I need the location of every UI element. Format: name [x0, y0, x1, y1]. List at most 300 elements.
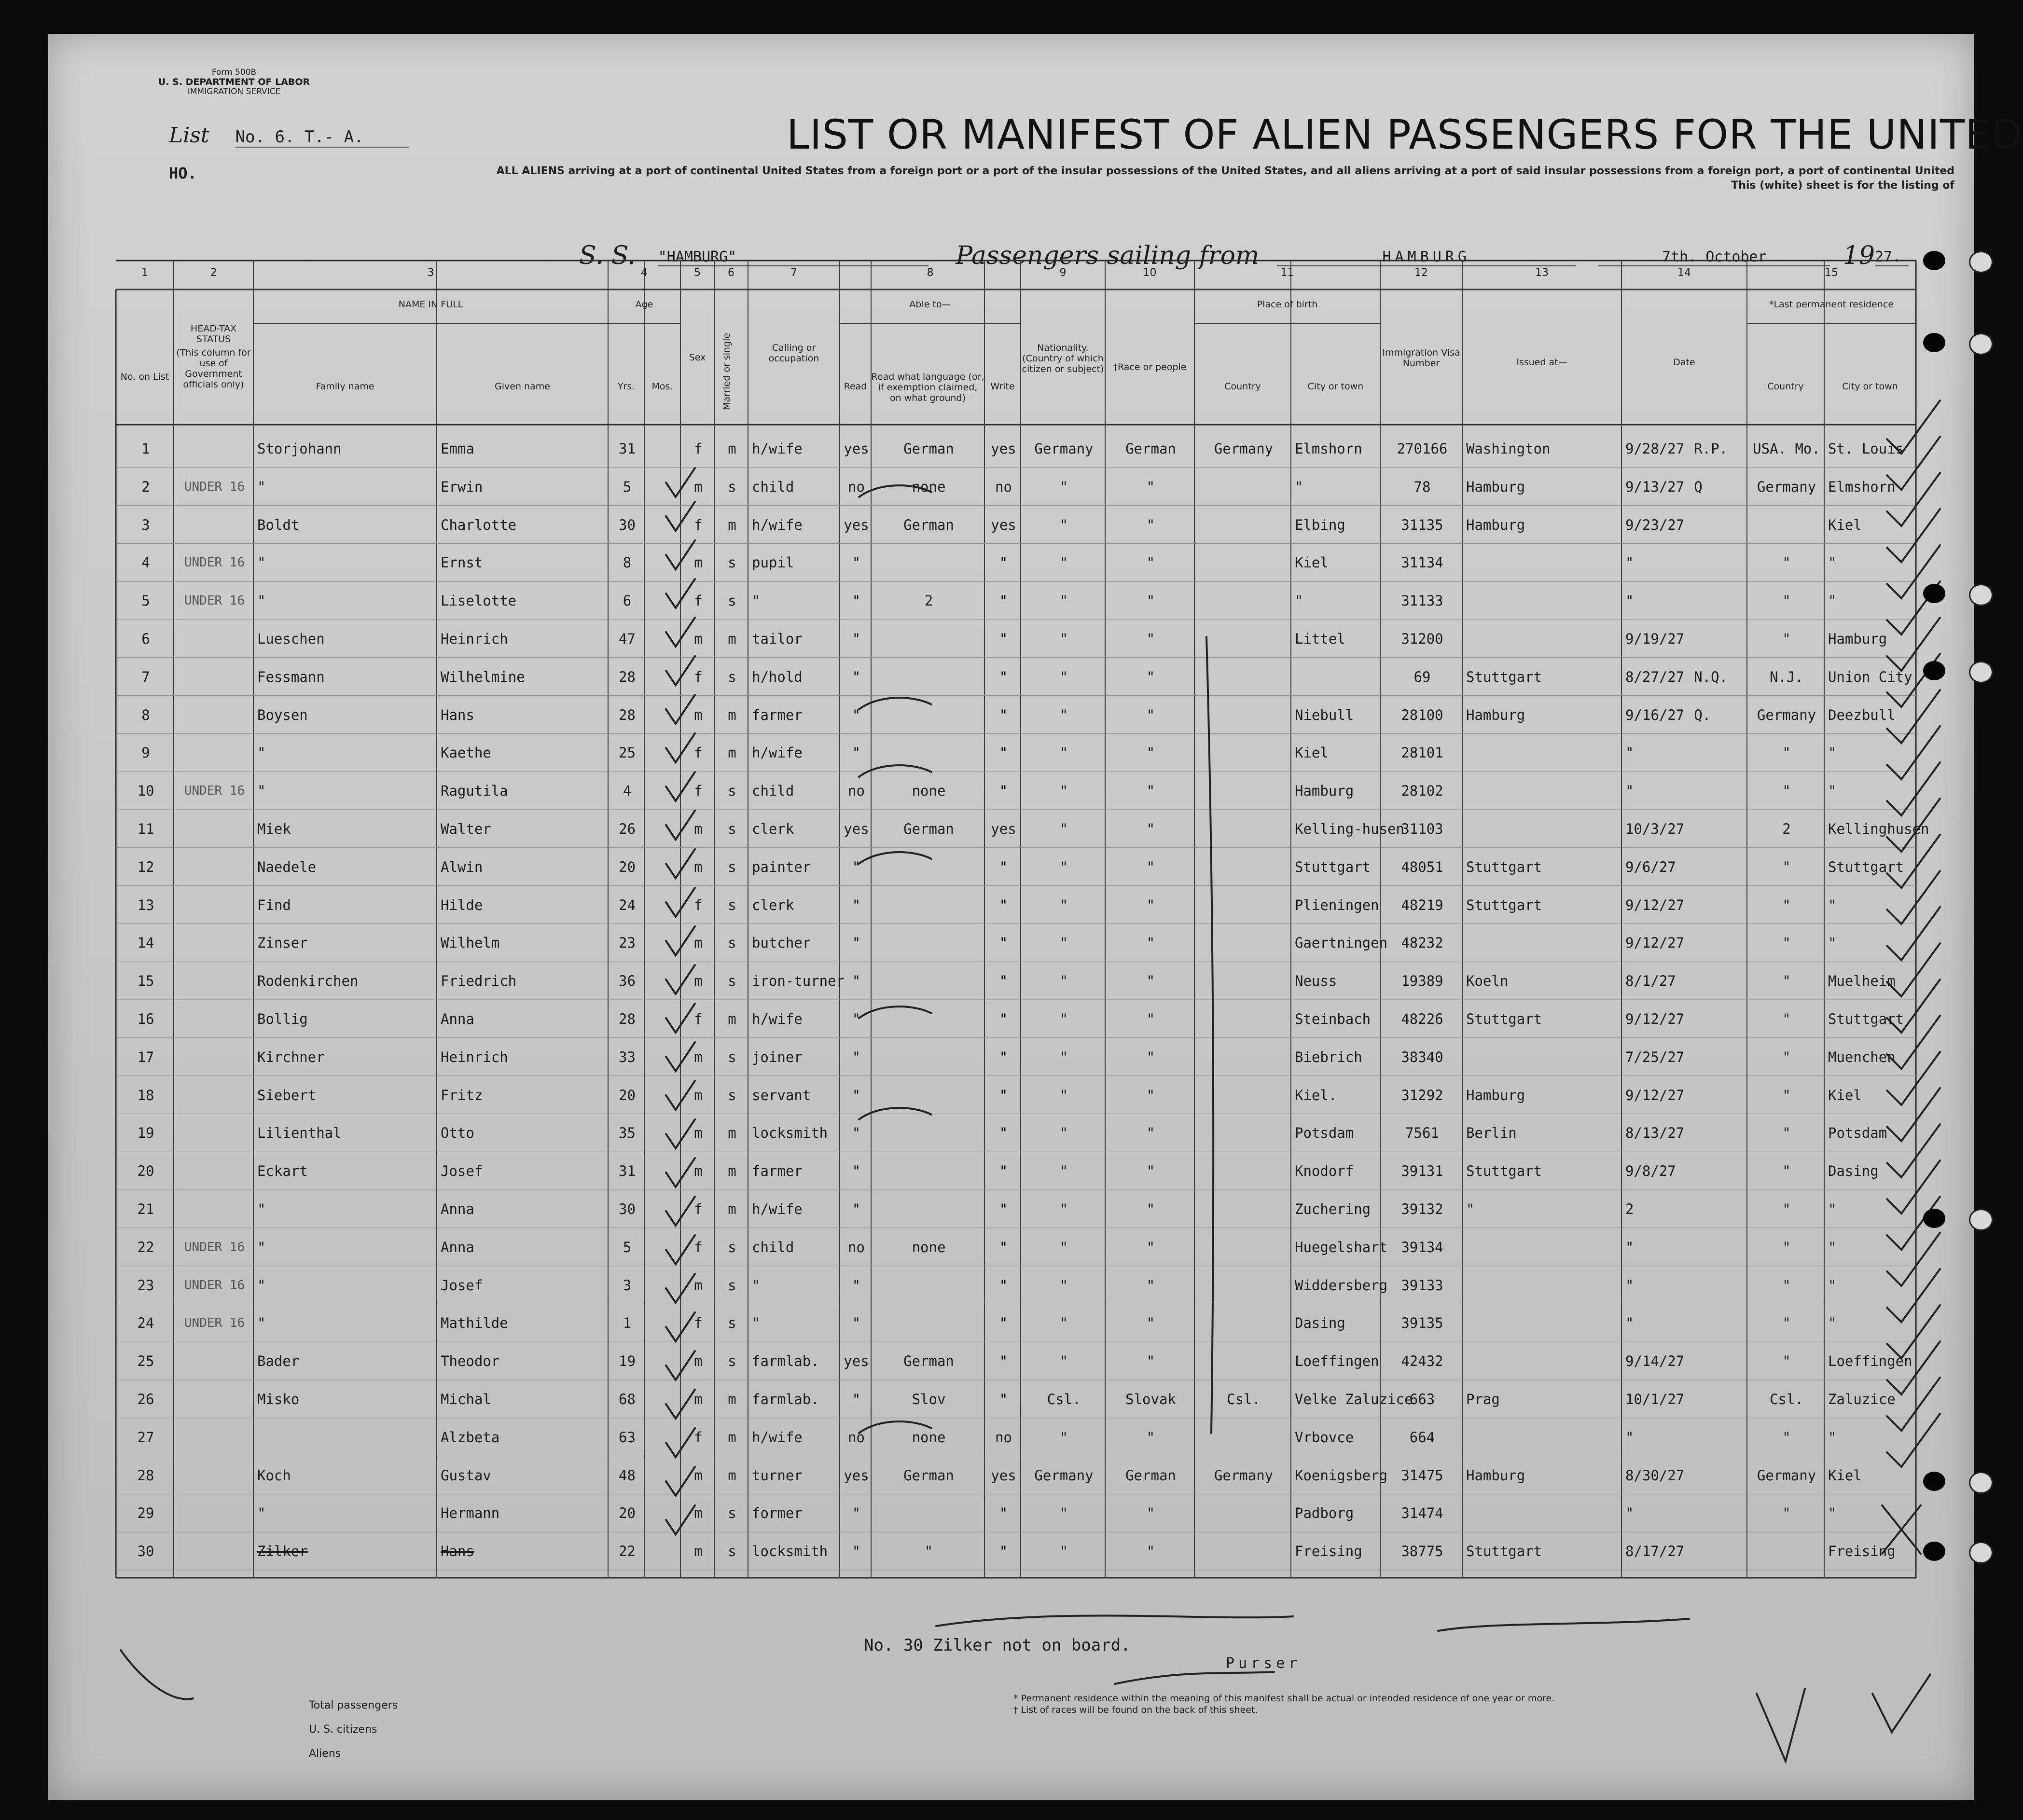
- cell-visa: 39135: [1401, 1315, 1443, 1332]
- cell-nat: ": [1059, 896, 1068, 913]
- quota-code: Q.: [1694, 706, 1711, 723]
- column-number: 12: [1414, 267, 1428, 279]
- punch-hole: [1969, 661, 1993, 683]
- cell-issued: ": [1466, 1201, 1475, 1217]
- cell-family: Kirchner: [257, 1048, 325, 1065]
- cell-yrs: 68: [619, 1391, 636, 1407]
- cell-write: ": [999, 1163, 1008, 1180]
- cell-family: Boysen: [257, 706, 308, 723]
- cell-rcity: ": [1828, 1201, 1837, 1217]
- cell-rcity: Zaluzice: [1828, 1391, 1896, 1407]
- cell-read: ": [852, 1277, 861, 1294]
- cell-no: 17: [137, 1048, 154, 1065]
- us-citizens-label: U. S. citizens: [309, 1723, 377, 1736]
- cell-occ: joiner: [752, 1048, 803, 1065]
- cell-visa: 28101: [1401, 745, 1443, 761]
- cell-visa: 31292: [1401, 1087, 1443, 1103]
- cell-write: ": [999, 1201, 1008, 1217]
- cell-date: ": [1625, 745, 1634, 761]
- cell-date: 10/1/27: [1625, 1391, 1685, 1407]
- cell-bcountry: Germany: [1214, 1467, 1274, 1484]
- cell-race: ": [1146, 1048, 1155, 1065]
- punch-hole: [1923, 584, 1945, 603]
- cell-bcity: Elbing: [1295, 516, 1345, 533]
- cell-rcountry: ": [1782, 1277, 1791, 1294]
- quota-code: R.P.: [1694, 441, 1728, 457]
- cell-bcity: Dasing: [1295, 1315, 1345, 1332]
- cell-nat: ": [1059, 858, 1068, 875]
- cell-write: ": [999, 593, 1008, 609]
- cell-family: Boldt: [257, 516, 300, 533]
- cell-date: 9/8/27: [1625, 1163, 1676, 1180]
- cell-race: ": [1146, 1505, 1155, 1522]
- cell-ms: m: [728, 706, 736, 723]
- cell-rcountry: Germany: [1757, 706, 1816, 723]
- cell-sex: m: [694, 1087, 703, 1103]
- cell-nat: ": [1059, 516, 1068, 533]
- cell-yrs: 20: [619, 1087, 636, 1103]
- cell-no: 22: [137, 1239, 154, 1255]
- cell-tax: UNDER 16: [184, 1240, 245, 1255]
- column-number: 4: [641, 267, 648, 279]
- cell-occ: h/wife: [752, 745, 803, 761]
- cell-visa: 42432: [1401, 1353, 1443, 1370]
- cell-rcity: Union City: [1828, 668, 1912, 685]
- cell-bcity: Potsdam: [1295, 1125, 1354, 1142]
- cell-nat: Germany: [1034, 441, 1094, 457]
- cell-issued: Stuttgart: [1466, 858, 1542, 875]
- cell-family: ": [257, 783, 266, 800]
- cell-rcity: Kiel: [1828, 516, 1862, 533]
- cell-rcity: Muenchen: [1828, 1048, 1896, 1065]
- cell-ms: s: [728, 1315, 736, 1332]
- cell-visa: 31134: [1401, 554, 1443, 571]
- aliens-label: Aliens: [309, 1748, 341, 1760]
- cell-ms: s: [728, 1239, 736, 1255]
- cell-read: no: [848, 478, 865, 495]
- column-number: 14: [1677, 267, 1691, 279]
- cell-family: ": [257, 1277, 266, 1294]
- cell-write: ": [999, 896, 1008, 913]
- cell-rcountry: ": [1782, 1201, 1791, 1217]
- column-header-mos: Mos.: [651, 381, 673, 392]
- cell-date: 8/30/27: [1625, 1467, 1685, 1484]
- cell-occ: turner: [752, 1467, 803, 1484]
- cell-no: 10: [137, 783, 154, 800]
- cell-bcity: Stuttgart: [1295, 858, 1371, 875]
- cell-occ: former: [752, 1505, 803, 1522]
- cell-write: ": [999, 1505, 1008, 1522]
- cell-race: ": [1146, 1239, 1155, 1255]
- cell-family: ": [257, 1201, 266, 1217]
- cell-sex: f: [694, 593, 703, 609]
- cell-ms: s: [728, 668, 736, 685]
- cell-nat: ": [1059, 973, 1068, 990]
- cell-yrs: 28: [619, 668, 636, 685]
- cell-sex: m: [694, 631, 703, 647]
- cell-tax: UNDER 16: [184, 479, 245, 494]
- column-number: 10: [1143, 267, 1157, 279]
- cell-rcountry: ": [1782, 1505, 1791, 1522]
- cell-race: ": [1146, 1163, 1155, 1180]
- cell-race: Slovak: [1125, 1391, 1176, 1407]
- cell-yrs: 22: [619, 1543, 636, 1560]
- punch-hole: [1923, 1472, 1945, 1491]
- column-header-head-tax-note: (This column for use of Government officials only): [176, 347, 251, 390]
- column-header-res-city: City or town: [1842, 381, 1898, 392]
- cell-occ: h/hold: [752, 668, 803, 685]
- cell-no: 14: [137, 935, 154, 951]
- cell-date: 8/17/27: [1625, 1543, 1685, 1560]
- cell-given: Erwin: [441, 478, 483, 495]
- punch-hole: [1923, 333, 1945, 352]
- cell-read: ": [852, 1201, 861, 1217]
- cell-date: 9/14/27: [1625, 1353, 1685, 1370]
- cell-rcountry: ": [1782, 1087, 1791, 1103]
- cell-race: ": [1146, 1277, 1155, 1294]
- cell-no: 6: [141, 631, 150, 647]
- cell-write: ": [999, 1277, 1008, 1294]
- sail-date: 7th. October: [1598, 248, 1830, 266]
- cell-write: ": [999, 783, 1008, 800]
- cell-nat: ": [1059, 1505, 1068, 1522]
- cell-family: Storjohann: [257, 441, 342, 457]
- cell-date: ": [1625, 1239, 1634, 1255]
- cell-occ: h/wife: [752, 1011, 803, 1027]
- cell-given: Mathilde: [441, 1315, 508, 1332]
- cell-sex: m: [694, 1125, 703, 1142]
- cell-ms: m: [728, 1201, 736, 1217]
- cell-given: Otto: [441, 1125, 474, 1142]
- cell-ms: s: [728, 593, 736, 609]
- cell-issued: Washington: [1466, 441, 1551, 457]
- cell-nat: ": [1059, 821, 1068, 837]
- cell-date: ": [1625, 554, 1634, 571]
- cell-no: 2: [141, 478, 150, 495]
- column-number: 15: [1825, 267, 1838, 279]
- cell-lang: none: [912, 1239, 946, 1255]
- cell-read: ": [852, 631, 861, 647]
- cell-rcountry: ": [1782, 745, 1791, 761]
- cell-write: ": [999, 1048, 1008, 1065]
- cell-ms: m: [728, 1467, 736, 1484]
- cell-visa: 48219: [1401, 896, 1443, 913]
- footnote-residence: * Permanent residence within the meaning of this manifest shall be actual or intended residence of one year or more.: [1013, 1693, 1555, 1704]
- cell-race: ": [1146, 1125, 1155, 1142]
- cell-no: 18: [137, 1087, 154, 1103]
- cell-no: 7: [141, 668, 150, 685]
- cell-no: 5: [141, 593, 150, 609]
- cell-no: 20: [137, 1163, 154, 1180]
- cell-sex: m: [694, 1048, 703, 1065]
- cell-write: ": [999, 1391, 1008, 1407]
- cell-nat: ": [1059, 706, 1068, 723]
- column-header-read-language: Read what language (or, if exemption claimed, on what ground): [871, 372, 984, 403]
- cell-no: 11: [137, 821, 154, 837]
- cell-nat: ": [1059, 478, 1068, 495]
- footnotes: [1013, 1693, 1554, 1716]
- page-title: LIST OR MANIFEST OF ALIEN PASSENGERS FOR THE UNITED: [787, 111, 2023, 158]
- cell-rcountry: ": [1782, 1315, 1791, 1332]
- cell-occ: farmer: [752, 1163, 803, 1180]
- cell-write: ": [999, 631, 1008, 647]
- cell-race: ": [1146, 1353, 1155, 1370]
- cell-rcountry: ": [1782, 1011, 1791, 1027]
- cell-bcity: Widdersberg: [1295, 1277, 1388, 1294]
- cell-given: Liselotte: [441, 593, 517, 609]
- cell-bcountry: Germany: [1214, 441, 1274, 457]
- cell-occ: locksmith: [752, 1543, 828, 1560]
- cell-rcountry: Germany: [1757, 1467, 1816, 1484]
- cell-issued: Stuttgart: [1466, 668, 1542, 685]
- cell-read: yes: [844, 516, 869, 533]
- cell-family: Misko: [257, 1391, 300, 1407]
- column-number: 8: [927, 267, 934, 279]
- cell-ms: m: [728, 631, 736, 647]
- cell-rcity: ": [1828, 896, 1837, 913]
- cell-nat: ": [1059, 1353, 1068, 1370]
- cell-rcity: ": [1828, 593, 1837, 609]
- cell-read: ": [852, 1048, 861, 1065]
- cell-given: Charlotte: [441, 516, 517, 533]
- cell-bcity: Knodorf: [1295, 1163, 1354, 1180]
- cell-rcity: Kiel: [1828, 1467, 1862, 1484]
- punch-hole: [1969, 584, 1993, 606]
- cell-read: no: [848, 1239, 865, 1255]
- cell-family: Fessmann: [257, 668, 325, 685]
- cell-no: 15: [137, 973, 154, 990]
- cell-bcity: Gaertningen: [1295, 935, 1388, 951]
- cell-race: ": [1146, 631, 1155, 647]
- cell-occ: h/wife: [752, 1429, 803, 1446]
- cell-bcity: Vrbovce: [1295, 1429, 1354, 1446]
- column-header-issued-at: Issued at—: [1516, 357, 1567, 368]
- punch-hole: [1969, 1542, 1993, 1564]
- punch-hole: [1923, 661, 1945, 680]
- cell-sex: f: [694, 516, 703, 533]
- list-number: No. 6. T.- A.: [236, 127, 409, 148]
- cell-race: German: [1125, 441, 1176, 457]
- cell-sex: m: [694, 1391, 703, 1407]
- cell-write: ": [999, 1543, 1008, 1560]
- cell-write: no: [995, 478, 1012, 495]
- cell-visa: 664: [1409, 1429, 1435, 1446]
- punch-hole: [1923, 1542, 1945, 1561]
- cell-no: 28: [137, 1467, 154, 1484]
- cell-tax: UNDER 16: [184, 784, 245, 799]
- cell-read: yes: [844, 821, 869, 837]
- cell-issued: Hamburg: [1466, 1467, 1525, 1484]
- cell-sex: f: [694, 1429, 703, 1446]
- cell-bcity: Elmshorn: [1295, 441, 1362, 457]
- punch-hole: [1969, 1472, 1993, 1494]
- cell-given: Heinrich: [441, 631, 508, 647]
- cell-no: 13: [137, 896, 154, 913]
- cell-issued: Stuttgart: [1466, 1543, 1542, 1560]
- cell-given: Gustav: [441, 1467, 491, 1484]
- column-header-name: NAME IN FULL: [398, 299, 463, 310]
- cell-sex: f: [694, 1315, 703, 1332]
- column-header-nationality: Nationality. (Country of which citizen or subject): [1022, 343, 1104, 374]
- cell-read: ": [852, 1391, 861, 1407]
- cell-date: 7/25/27: [1625, 1048, 1685, 1065]
- cell-family: Miek: [257, 821, 291, 837]
- cell-yrs: 28: [619, 1011, 636, 1027]
- cell-given: Heinrich: [441, 1048, 508, 1065]
- cell-rcity: ": [1828, 935, 1837, 951]
- punch-hole: [1969, 1209, 1993, 1231]
- cell-write: ": [999, 858, 1008, 875]
- service-name: IMMIGRATION SERVICE: [187, 87, 281, 97]
- cell-sex: f: [694, 783, 703, 800]
- cell-family: Eckart: [257, 1163, 308, 1180]
- footer-note: No. 30 Zilker not on board.: [864, 1636, 1131, 1655]
- cell-rcity: St. Louis: [1828, 441, 1904, 457]
- form-number: Form 500B: [211, 68, 257, 77]
- cell-read: ": [852, 1087, 861, 1103]
- cell-visa: 19389: [1401, 973, 1443, 990]
- cell-read: ": [852, 1163, 861, 1180]
- cell-bcountry: Csl.: [1227, 1391, 1261, 1407]
- cell-ms: m: [728, 1163, 736, 1180]
- cell-race: ": [1146, 896, 1155, 913]
- department-name: U. S. DEPARTMENT OF LABOR: [158, 77, 310, 87]
- cell-nat: ": [1059, 745, 1068, 761]
- cell-sex: m: [694, 858, 703, 875]
- cell-nat: ": [1059, 1543, 1068, 1560]
- cell-lang: 2: [924, 593, 933, 609]
- column-number: 9: [1059, 267, 1067, 279]
- cell-nat: ": [1059, 1201, 1068, 1217]
- cell-ms: s: [728, 554, 736, 571]
- cell-read: ": [852, 1125, 861, 1142]
- cell-bcity: Kelling-husen: [1295, 821, 1404, 837]
- cell-ms: s: [728, 973, 736, 990]
- cell-write: no: [995, 1429, 1012, 1446]
- cell-race: ": [1146, 745, 1155, 761]
- cell-sex: f: [694, 745, 703, 761]
- ho-label: HO.: [169, 164, 197, 182]
- cell-occ: ": [752, 1315, 761, 1332]
- cell-race: ": [1146, 1543, 1155, 1560]
- date-value: 9/16/27: [1625, 706, 1685, 723]
- cell-lang: none: [912, 478, 946, 495]
- cell-bcity: ": [1295, 593, 1303, 609]
- punch-hole: [1969, 251, 1993, 273]
- cell-given: Anna: [441, 1201, 474, 1217]
- cell-race: ": [1146, 1201, 1155, 1217]
- cell-visa: 28100: [1401, 706, 1443, 723]
- cell-ms: s: [728, 478, 736, 495]
- cell-sex: f: [694, 896, 703, 913]
- cell-family: Naedele: [257, 858, 317, 875]
- cell-given: Friedrich: [441, 973, 517, 990]
- cell-nat: ": [1059, 631, 1068, 647]
- cell-read: ": [852, 935, 861, 951]
- cell-issued: Berlin: [1466, 1125, 1517, 1142]
- column-header-res-country: Country: [1767, 381, 1804, 392]
- cell-date: 2: [1625, 1201, 1634, 1217]
- totals-block: [309, 1694, 398, 1766]
- cell-occ: child: [752, 478, 794, 495]
- cell-write: ": [999, 935, 1008, 951]
- cell-lang: German: [903, 1353, 954, 1370]
- cell-occ: h/wife: [752, 441, 803, 457]
- cell-rcity: Stuttgart: [1828, 1011, 1904, 1027]
- cell-tax: UNDER 16: [184, 1278, 245, 1293]
- cell-date: 9/23/27: [1625, 516, 1685, 533]
- cell-nat: ": [1059, 1125, 1068, 1142]
- cell-family: ": [257, 1315, 266, 1332]
- cell-visa: 31133: [1401, 593, 1443, 609]
- cell-sex: m: [694, 1467, 703, 1484]
- cell-race: ": [1146, 1315, 1155, 1332]
- cell-date: 9/6/27: [1625, 858, 1676, 875]
- column-header-birth-country: Country: [1224, 381, 1261, 392]
- cell-given: Alwin: [441, 858, 483, 875]
- cell-race: ": [1146, 821, 1155, 837]
- cell-write: ": [999, 745, 1008, 761]
- cell-rcountry: ": [1782, 1163, 1791, 1180]
- cell-rcity: Kellinghusen: [1828, 821, 1929, 837]
- cell-ms: m: [728, 516, 736, 533]
- cell-tax: UNDER 16: [184, 555, 245, 570]
- cell-write: yes: [991, 516, 1016, 533]
- cell-date: ": [1625, 783, 1634, 800]
- cell-bcity: Kiel.: [1295, 1087, 1337, 1103]
- cell-given: Kaethe: [441, 745, 491, 761]
- column-header-date: Date: [1673, 357, 1695, 368]
- column-header-no: No. on List: [120, 372, 169, 382]
- cell-sex: m: [694, 706, 703, 723]
- cell-rcountry: ": [1782, 858, 1791, 875]
- cell-yrs: 35: [619, 1125, 636, 1142]
- cell-rcountry: ": [1782, 973, 1791, 990]
- cell-date: 9/12/27: [1625, 1011, 1685, 1027]
- cell-write: ": [999, 1011, 1008, 1027]
- cell-lang: Slov: [912, 1391, 946, 1407]
- cell-given: Walter: [441, 821, 491, 837]
- cell-no: 19: [137, 1125, 154, 1142]
- column-header-last-residence: *Last permanent residence: [1769, 299, 1894, 310]
- cell-rcountry: ": [1782, 1125, 1791, 1142]
- manifest-sheet: [48, 34, 2023, 1800]
- cell-race: ": [1146, 783, 1155, 800]
- cell-rcountry: ": [1782, 935, 1791, 951]
- cell-lang: none: [912, 1429, 946, 1446]
- cell-rcity: ": [1828, 745, 1837, 761]
- cell-given: Wilhelm: [441, 935, 500, 951]
- cell-given: Theodor: [441, 1353, 500, 1370]
- cell-read: ": [852, 593, 861, 609]
- cell-ms: m: [728, 441, 736, 457]
- column-header-race: †Race or people: [1113, 362, 1187, 372]
- cell-ms: s: [728, 1543, 736, 1560]
- cell-occ: farmlab.: [752, 1353, 819, 1370]
- purser-label: Purser: [1226, 1655, 1302, 1672]
- port-name: HAMBURG: [1277, 248, 1576, 266]
- cell-visa: 38340: [1401, 1048, 1443, 1065]
- column-header-yrs: Yrs.: [617, 381, 635, 392]
- cell-no: 16: [137, 1011, 154, 1027]
- cell-bcity: Biebrich: [1295, 1048, 1362, 1065]
- cell-tax: UNDER 16: [184, 1316, 245, 1331]
- cell-family: Lilienthal: [257, 1125, 342, 1142]
- cell-write: yes: [991, 821, 1016, 837]
- cell-ms: m: [728, 1011, 736, 1027]
- cell-bcity: Kiel: [1295, 745, 1329, 761]
- cell-visa: 663: [1409, 1391, 1435, 1407]
